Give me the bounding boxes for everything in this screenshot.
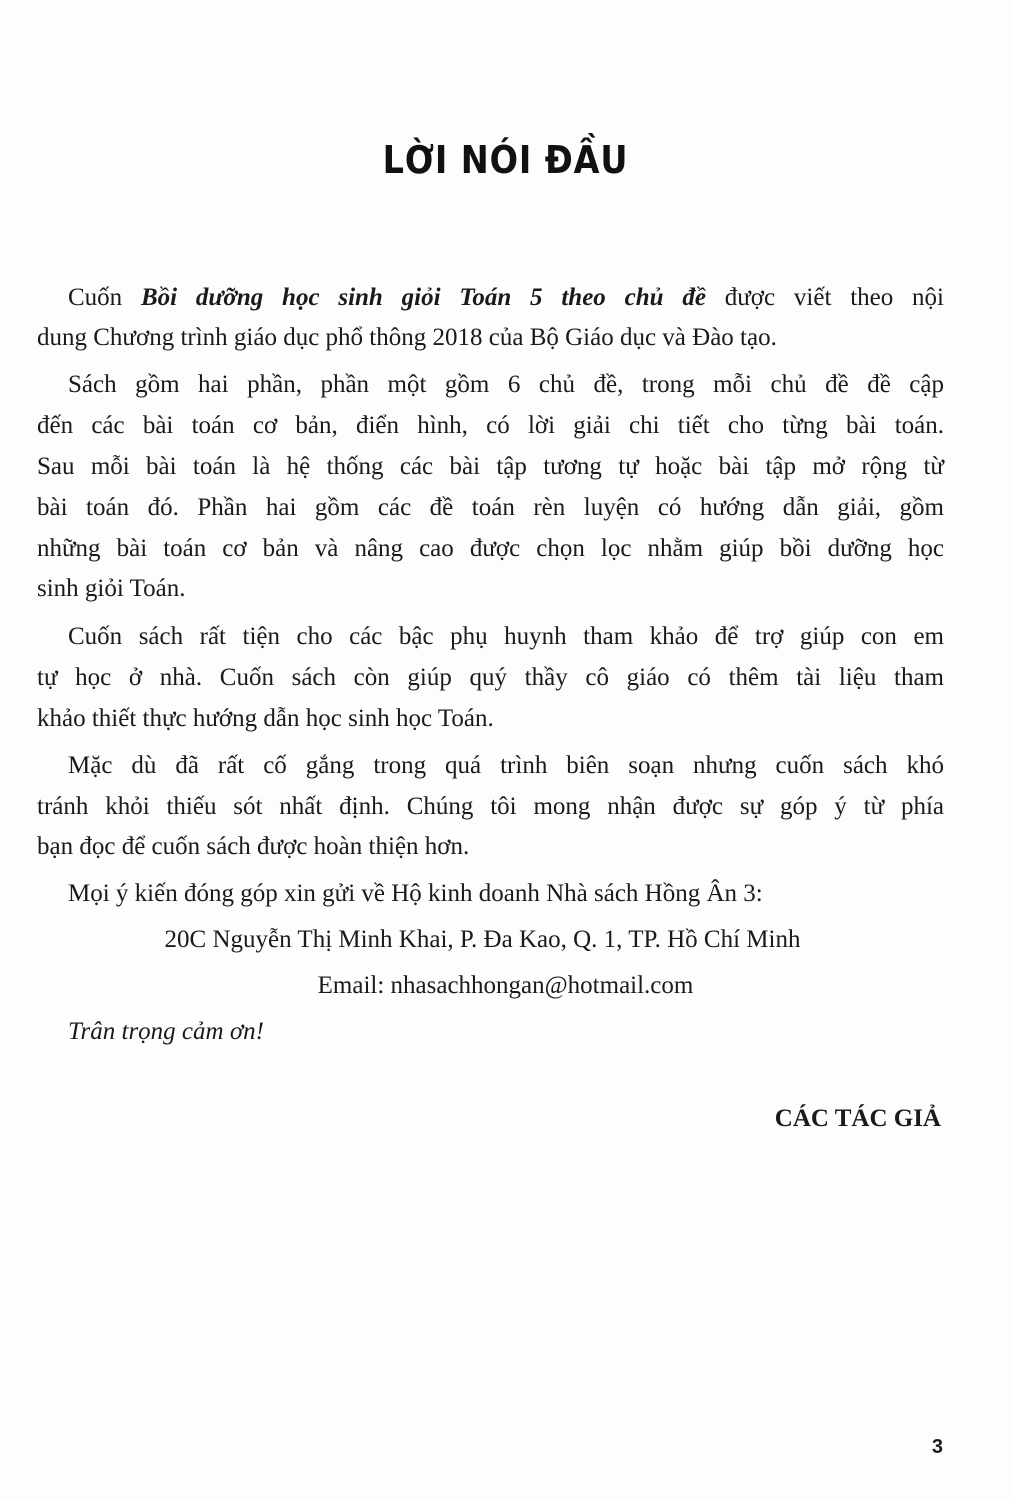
page-title: LỜI NÓI ĐẦU (382, 138, 629, 182)
book-title: Bồi dưỡng học sinh giỏi Toán 5 theo chủ đề (141, 284, 706, 311)
contact-intro: Mọi ý kiến đóng góp xin gửi về Hộ kinh doanh Nhà sách Hồng Ân 3: (68, 880, 763, 907)
text: Cuốn (68, 284, 141, 311)
page-number: 3 (931, 1436, 943, 1458)
paragraph-audience-line: Cuốn sách rất tiện cho các bậc phụ huynh tham khảo để trợ giúp con em (68, 623, 944, 650)
address: 20C Nguyễn Thị Minh Khai, P. Đa Kao, Q. 1, TP. Hồ Chí Minh (164, 926, 801, 953)
paragraph-feedback-line: tránh khỏi thiếu sót nhất định. Chúng tôi mong nhận được sự góp ý từ phía (37, 793, 944, 820)
signature: CÁC TÁC GIẢ (774, 1105, 941, 1132)
paragraph-feedback-line: bạn đọc để cuốn sách được hoàn thiện hơn. (37, 833, 470, 860)
paragraph-audience-line: tự học ở nhà. Cuốn sách còn giúp quý thầy cô giáo có thêm tài liệu tham (37, 664, 944, 691)
paragraph-intro-line (68, 283, 944, 313)
paragraph-feedback-line: Mặc dù đã rất cố gắng trong quá trình biên soạn nhưng cuốn sách khó (68, 752, 944, 779)
paragraph-content-line: đến các bài toán cơ bản, điển hình, có lời giải chi tiết cho từng bài toán. (37, 412, 944, 439)
paragraph-content-line: bài toán đó. Phần hai gồm các đề toán rèn luyện có hướng dẫn giải, gồm (37, 494, 944, 521)
paragraph-content-line: Sách gồm hai phần, phần một gồm 6 chủ đề, trong mỗi chủ đề đề cập (68, 371, 944, 398)
thanks-note: Trân trọng cảm ơn! (68, 1018, 264, 1045)
text: được viết theo nội (705, 284, 945, 311)
paragraph-content-line: Sau mỗi bài toán là hệ thống các bài tập tương tự hoặc bài tập mở rộng từ (37, 453, 944, 480)
paragraph-content-line: sinh giỏi Toán. (37, 575, 186, 602)
paragraph-content-line: những bài toán cơ bản và nâng cao được chọn lọc nhằm giúp bồi dưỡng học (37, 535, 944, 562)
paragraph-audience-line: khảo thiết thực hướng dẫn học sinh học Toán. (37, 705, 494, 732)
email[interactable]: Email: nhasachhongan@hotmail.com (317, 972, 694, 999)
paragraph-intro-line: dung Chương trình giáo dục phổ thông 2018 của Bộ Giáo dục và Đào tạo. (37, 324, 777, 351)
